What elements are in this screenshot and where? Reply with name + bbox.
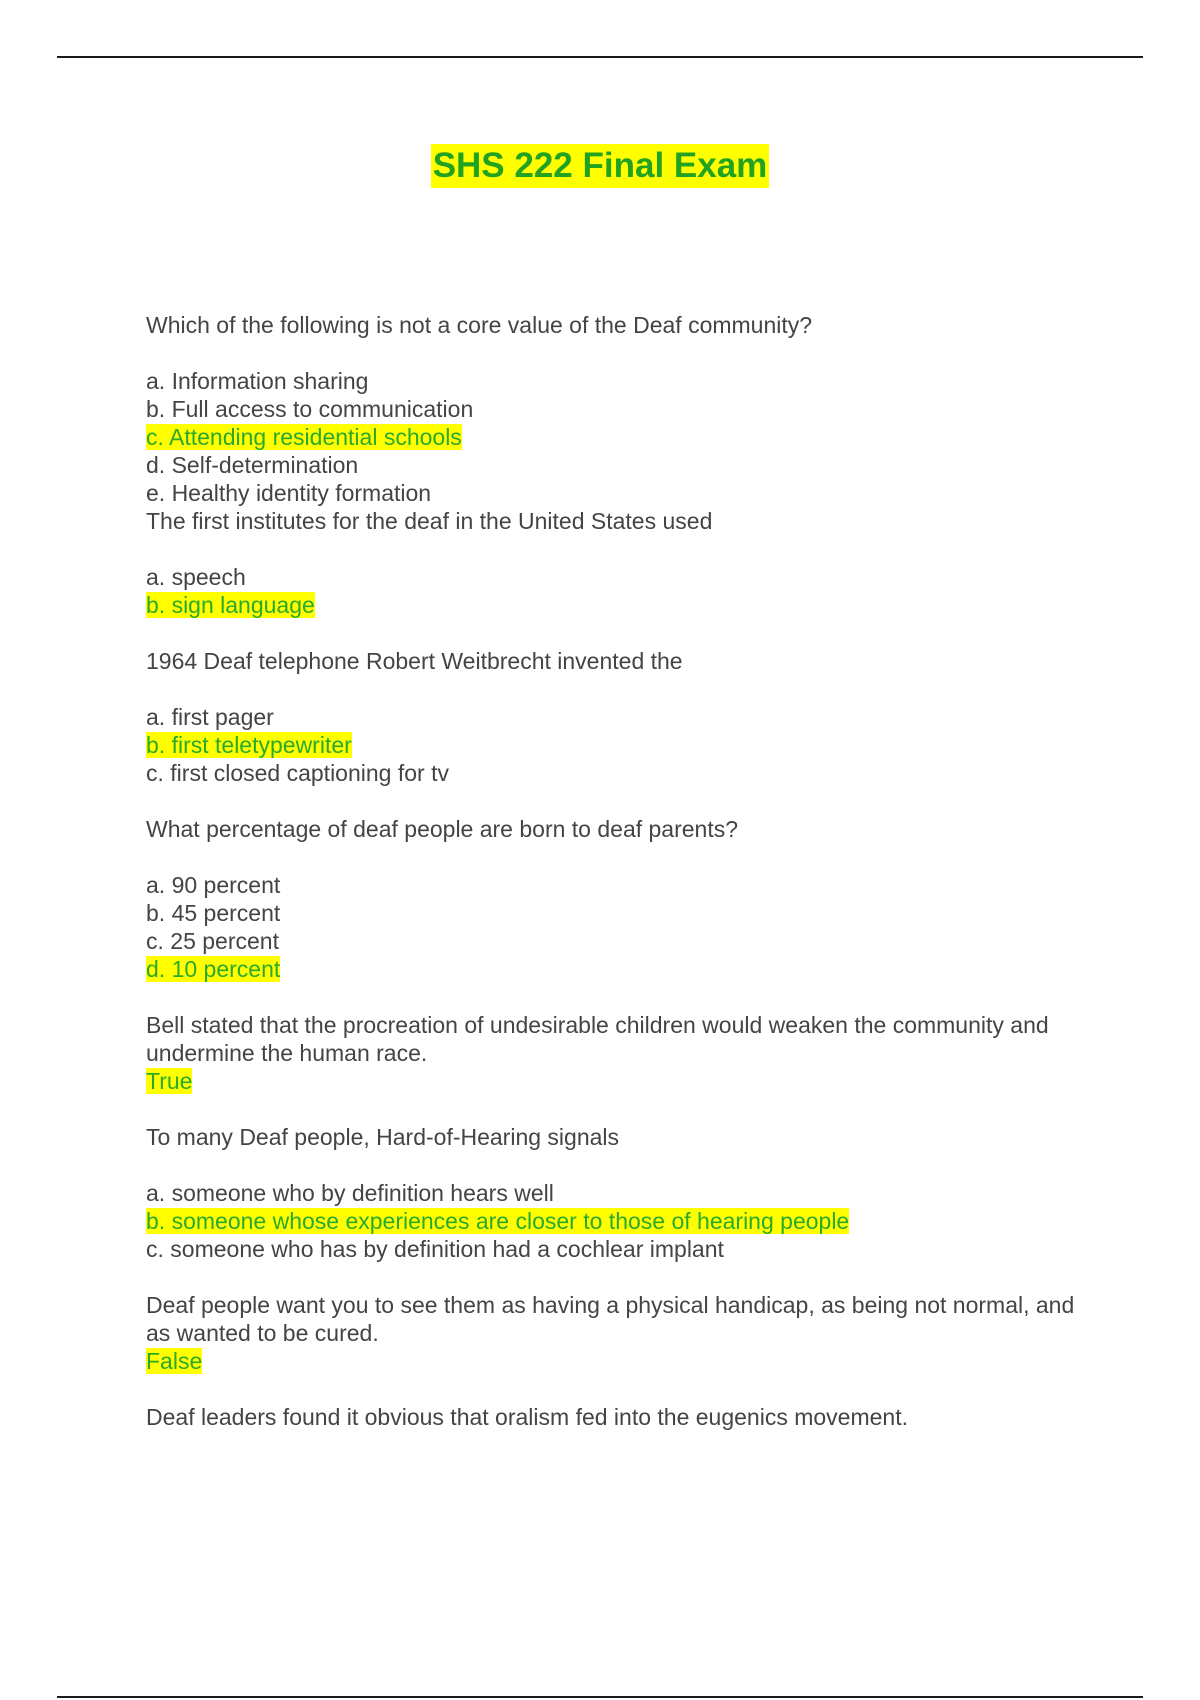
question-prompt: Deaf people want you to see them as having a physical handicap, as being not normal, and as wanted to be cured. bbox=[146, 1292, 1075, 1346]
question-prompt: Bell stated that the procreation of undesirable children would weaken the community and undermine the human race. bbox=[146, 1012, 1049, 1066]
answer-option: c. someone who has by definition had a cochlear implant bbox=[146, 1236, 724, 1262]
question-prompt: Which of the following is not a core value of the Deaf community? bbox=[146, 312, 813, 338]
question-prompt: What percentage of deaf people are born to deaf parents? bbox=[146, 816, 739, 842]
correct-answer: True bbox=[146, 1068, 193, 1094]
answer-option: c. first closed captioning for tv bbox=[146, 760, 449, 786]
answer-option: e. Healthy identity formation bbox=[146, 480, 432, 506]
answer-option: d. Self-determination bbox=[146, 452, 359, 478]
correct-answer-option: b. sign language bbox=[146, 592, 315, 618]
bottom-rule bbox=[57, 1696, 1143, 1698]
top-rule bbox=[57, 56, 1143, 58]
correct-answer-option: d. 10 percent bbox=[146, 956, 281, 982]
question-prompt: The first institutes for the deaf in the United States used bbox=[146, 508, 713, 534]
answer-option: b. 45 percent bbox=[146, 900, 281, 926]
page-title: SHS 222 Final Exam bbox=[431, 144, 770, 188]
answer-option: a. speech bbox=[146, 564, 246, 590]
answer-option: a. Information sharing bbox=[146, 368, 369, 394]
answer-option: a. someone who by definition hears well bbox=[146, 1180, 554, 1206]
correct-answer-option: b. someone whose experiences are closer to those of hearing people bbox=[146, 1208, 850, 1234]
answer-option: a. 90 percent bbox=[146, 872, 281, 898]
answer-option: a. first pager bbox=[146, 704, 274, 730]
title-container bbox=[0, 144, 1200, 188]
question-prompt: Deaf leaders found it obvious that oralism fed into the eugenics movement. bbox=[146, 1404, 908, 1430]
correct-answer-option: c. Attending residential schools bbox=[146, 424, 462, 450]
answer-option: c. 25 percent bbox=[146, 928, 279, 954]
exam-content bbox=[146, 311, 1086, 1431]
question-prompt: To many Deaf people, Hard-of-Hearing signals bbox=[146, 1124, 620, 1150]
correct-answer-option: b. first teletypewriter bbox=[146, 732, 352, 758]
answer-option: b. Full access to communication bbox=[146, 396, 474, 422]
correct-answer: False bbox=[146, 1348, 203, 1374]
question-prompt: 1964 Deaf telephone Robert Weitbrecht invented the bbox=[146, 648, 683, 674]
